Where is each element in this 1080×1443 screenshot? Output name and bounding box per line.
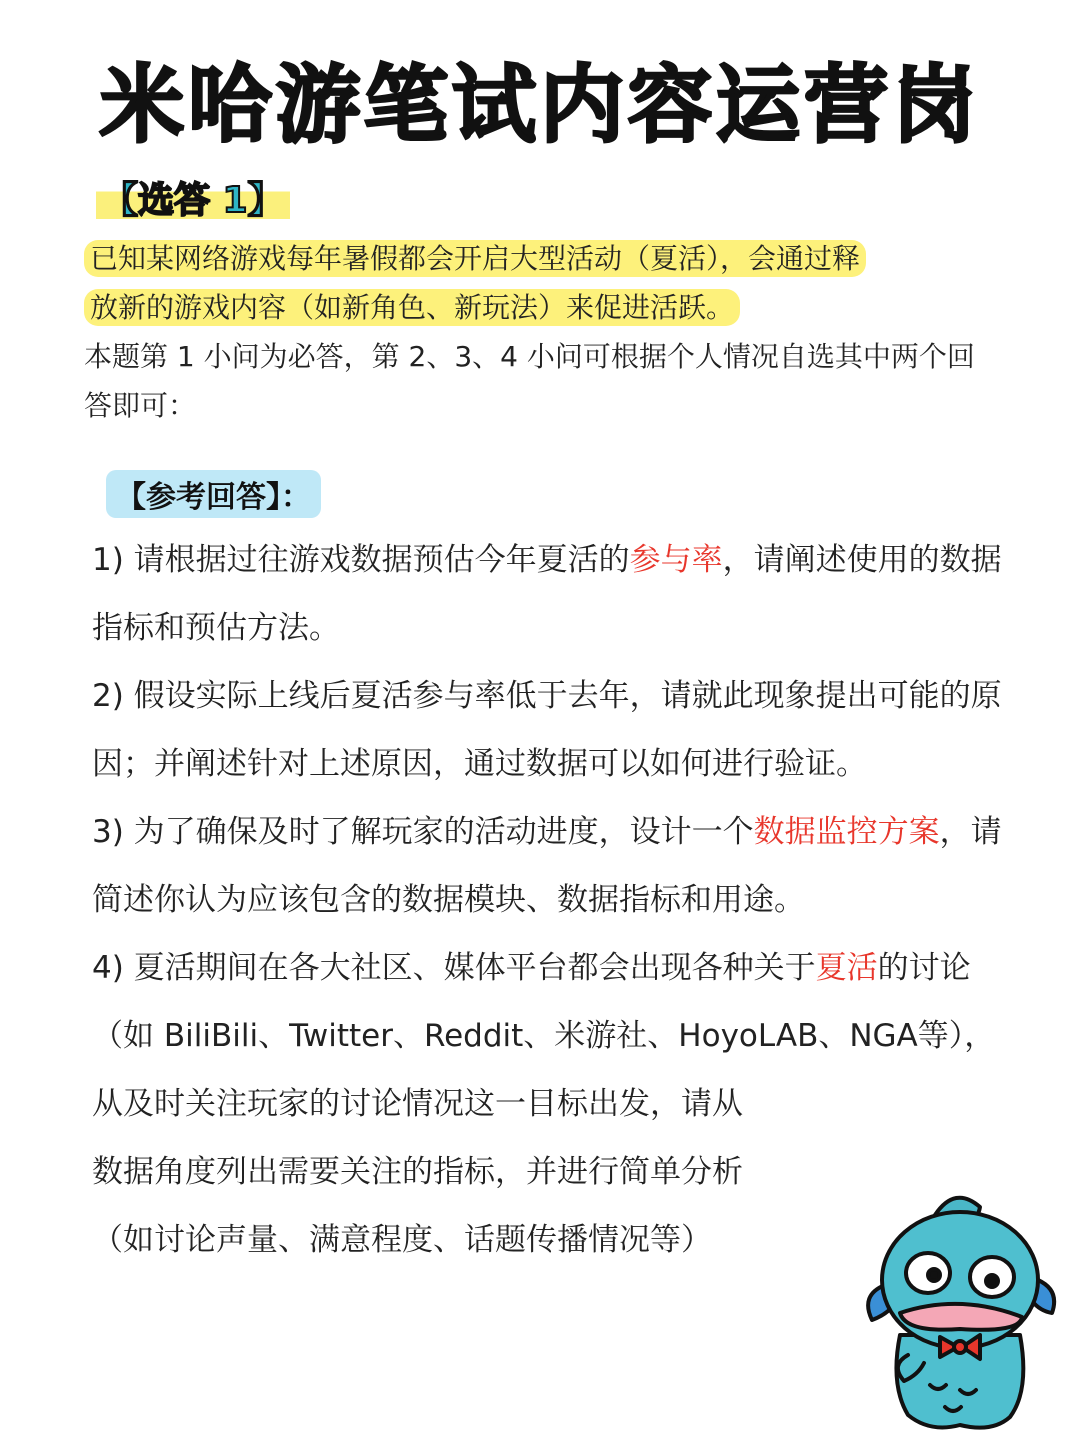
question-1-keyword: 参与率 (629, 542, 723, 578)
question-intro (84, 234, 984, 430)
page-title: 米哈游笔试内容运营岗 (99, 56, 980, 154)
intro-highlight-line1: 已知某网络游戏每年暑假都会开启大型活动（夏活），会通过释 (84, 240, 866, 277)
intro-note: 本题第 1 小问为必答，第 2、3、4 小问可根据个人情况自选其中两个回答即可： (84, 340, 975, 422)
question-3 (92, 798, 1002, 934)
reference-answer-label: 【参考回答】： (106, 470, 321, 518)
question-4-text: 4) 夏活期间在各大社区、媒体平台都会出现各种关于 (92, 950, 816, 986)
question-4-line2: 数据角度列出需要关注的指标，并进行简单分析 (92, 1154, 743, 1190)
question-1-text-end: ，请阐述使用的数据指标和预估方法。 (92, 542, 1002, 646)
question-list (92, 526, 1002, 1274)
hangyodon-mascot-icon (860, 1185, 1060, 1435)
question-4-line3: （如讨论声量、满意程度、话题传播情况等） (92, 1222, 712, 1258)
question-2: 2) 假设实际上线后夏活参与率低于去年，请就此现象提出可能的原因；并阐述针对上述原因，通过数据可以如何进行验证。 (92, 678, 1002, 782)
question-3-text: 3) 为了确保及时了解玩家的活动进度，设计一个 (92, 814, 754, 850)
question-3-text-end: ，请简述你认为应该包含的数据模块、数据指标和用途。 (92, 814, 1002, 918)
question-1-text: 1) 请根据过往游戏数据预估今年夏活的 (92, 542, 630, 578)
question-3-keyword: 数据监控方案 (753, 814, 940, 850)
question-4-keyword: 夏活 (815, 950, 878, 986)
question-4 (92, 934, 1002, 1138)
option-tag: 【选答 1】 (96, 172, 290, 223)
question-4-text-mid: 的讨论（如 BiliBili、Twitter、Reddit、米游社、HoyoLAB、NGA等），从及时关注玩家的讨论情况这一目标出发，请从 (92, 950, 996, 1122)
question-1 (92, 526, 1002, 662)
intro-highlight-line2: 放新的游戏内容（如新角色、新玩法）来促进活跃。 (84, 289, 740, 326)
